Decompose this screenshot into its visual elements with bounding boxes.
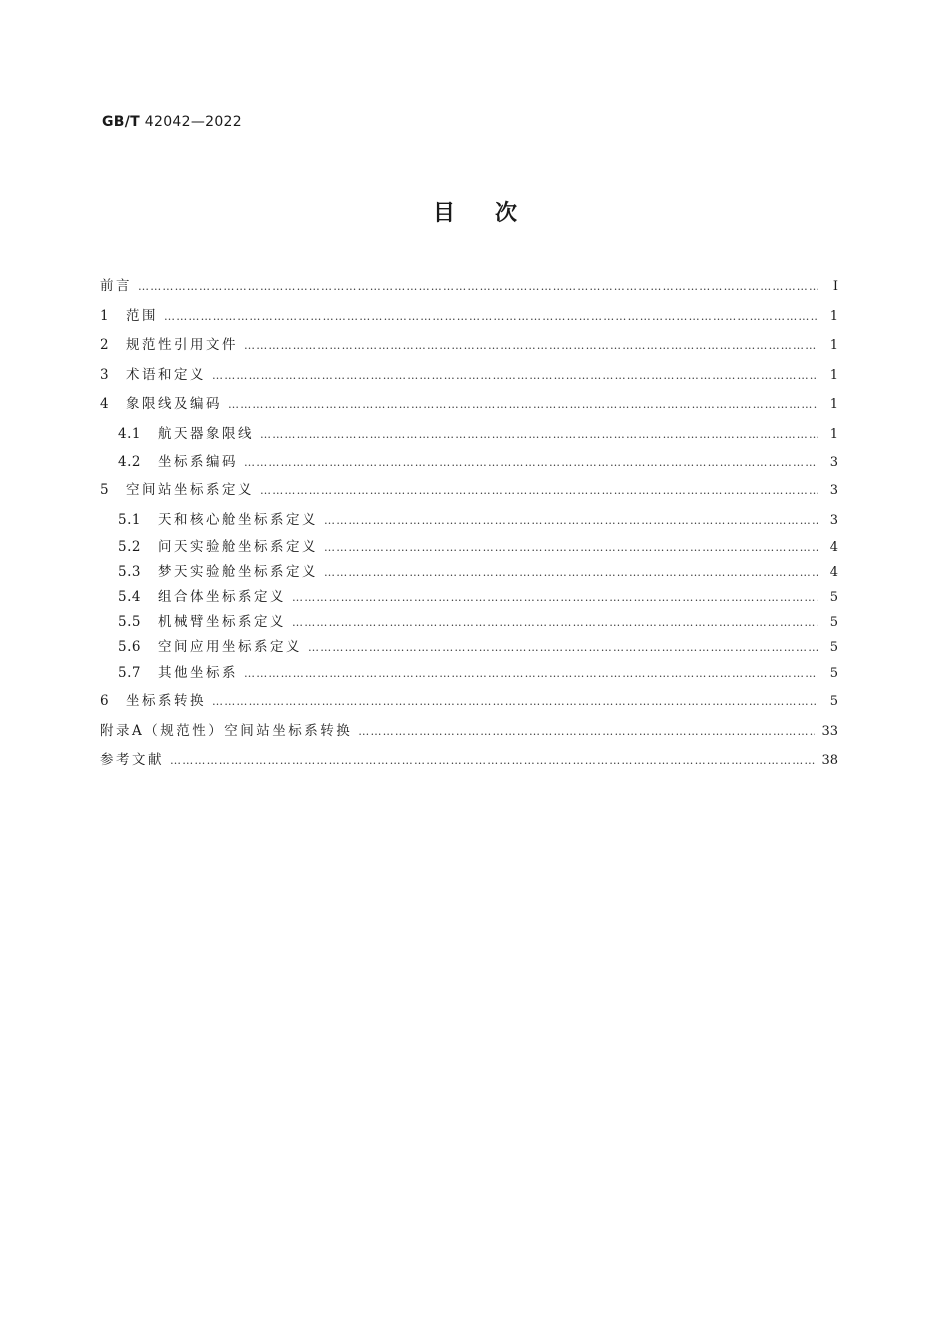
toc-entry-number: 5.6	[118, 639, 141, 655]
toc-entry-3[interactable]	[100, 361, 838, 391]
toc-entry-label: 坐标系转换	[126, 693, 206, 709]
toc-entry-4[interactable]	[100, 390, 838, 420]
toc-entry-number: 5.5	[118, 614, 141, 630]
toc-entry-label: 附录A（规范性）空间站坐标系转换	[100, 722, 353, 739]
toc-entry-page: 1	[829, 367, 838, 383]
toc-entry-page: 1	[829, 308, 838, 324]
toc-entry-6[interactable]	[100, 687, 838, 717]
toc-entry-label: 参考文献	[100, 752, 164, 768]
toc-entry-label: 空间应用坐标系定义	[158, 639, 302, 655]
toc-entry-number: 4.1	[118, 425, 141, 442]
dot-leader	[212, 361, 818, 391]
toc-entry-page: 4	[829, 540, 838, 555]
toc-entry-4-1[interactable]	[100, 420, 838, 450]
toc-entry-5-7[interactable]	[100, 660, 838, 687]
dot-leader	[244, 449, 818, 476]
dot-leader	[164, 302, 818, 332]
toc-entry-page: 33	[821, 723, 838, 739]
dot-leader	[358, 717, 815, 747]
toc-entry-page: 3	[829, 455, 838, 470]
toc-entry-label: 天和核心舱坐标系定义	[158, 511, 318, 528]
toc-entry-5-1[interactable]	[100, 506, 838, 536]
toc-entry-5[interactable]	[100, 476, 838, 506]
toc-entry-appendix-a[interactable]	[100, 717, 838, 747]
toc-entry-page: 5	[829, 615, 838, 630]
toc-entry-page: 1	[829, 426, 838, 442]
dot-leader	[138, 272, 818, 302]
dot-leader	[244, 660, 818, 687]
toc-entry-2[interactable]	[100, 331, 838, 361]
toc-entry-number: 5.1	[118, 511, 141, 528]
dot-leader	[170, 746, 815, 776]
toc-entry-page: 4	[829, 565, 838, 580]
toc-entry-4-2[interactable]	[100, 449, 838, 476]
toc-entry-page: 5	[829, 590, 838, 605]
toc-entry-label: 术语和定义	[126, 366, 206, 383]
toc-entry-label: 象限线及编码	[126, 396, 222, 412]
toc-entry-number: 5.3	[118, 564, 141, 580]
dot-leader	[292, 585, 818, 610]
toc-entry-references[interactable]	[100, 746, 838, 776]
toc-entry-page: 3	[829, 483, 838, 498]
table-of-contents	[100, 272, 838, 776]
toc-entry-page: 5	[829, 694, 838, 709]
toc-entry-label: 范围	[126, 307, 158, 324]
toc-entry-page: 5	[829, 666, 838, 681]
toc-entry-label: 空间站坐标系定义	[126, 482, 254, 498]
toc-entry-5-6[interactable]	[100, 635, 838, 660]
standard-number: 42042—2022	[144, 114, 242, 130]
toc-entry-label: 规范性引用文件	[126, 337, 238, 353]
toc-entry-number: 5	[100, 482, 110, 498]
toc-entry-label: 梦天实验舱坐标系定义	[158, 564, 318, 580]
toc-entry-number: 6	[100, 693, 110, 709]
toc-entry-page: 1	[829, 338, 838, 353]
standard-prefix: GB/T	[102, 114, 141, 130]
dot-leader	[308, 635, 818, 660]
toc-entry-number: 1	[100, 307, 110, 324]
toc-entry-number: 3	[100, 366, 110, 383]
toc-entry-label: 问天实验舱坐标系定义	[158, 539, 318, 555]
toc-entry-page: Ⅰ	[832, 279, 838, 294]
toc-entry-5-4[interactable]	[100, 585, 838, 610]
toc-entry-foreword[interactable]	[100, 272, 838, 302]
toc-entry-label: 机械臂坐标系定义	[158, 614, 286, 630]
toc-entry-1[interactable]	[100, 302, 838, 332]
toc-entry-label: 前言	[100, 278, 132, 294]
standard-code	[102, 114, 242, 130]
toc-entry-page: 3	[829, 512, 838, 528]
toc-entry-5-3[interactable]	[100, 560, 838, 585]
toc-entry-page: 5	[829, 640, 838, 655]
toc-entry-number: 5.7	[118, 665, 141, 681]
toc-entry-5-2[interactable]	[100, 535, 838, 560]
dot-leader	[260, 420, 818, 450]
dot-leader	[260, 476, 818, 506]
dot-leader	[228, 390, 818, 420]
toc-entry-number: 4	[100, 396, 110, 412]
toc-entry-label: 其他坐标系	[158, 665, 238, 681]
toc-entry-number: 5.4	[118, 589, 141, 605]
toc-entry-number: 5.2	[118, 539, 141, 555]
dot-leader	[292, 610, 818, 635]
dot-leader	[244, 331, 818, 361]
dot-leader	[324, 506, 818, 536]
dot-leader	[324, 535, 818, 560]
dot-leader	[324, 560, 818, 585]
toc-entry-number: 4.2	[118, 454, 141, 470]
dot-leader	[212, 687, 818, 717]
toc-entry-page: 1	[829, 397, 838, 412]
toc-entry-5-5[interactable]	[100, 610, 838, 635]
toc-entry-label: 坐标系编码	[158, 454, 238, 470]
toc-entry-number: 2	[100, 337, 110, 353]
toc-entry-page: 38	[821, 753, 838, 768]
toc-title: 目次	[432, 201, 557, 226]
toc-entry-label: 航天器象限线	[158, 425, 254, 442]
toc-entry-label: 组合体坐标系定义	[158, 589, 286, 605]
